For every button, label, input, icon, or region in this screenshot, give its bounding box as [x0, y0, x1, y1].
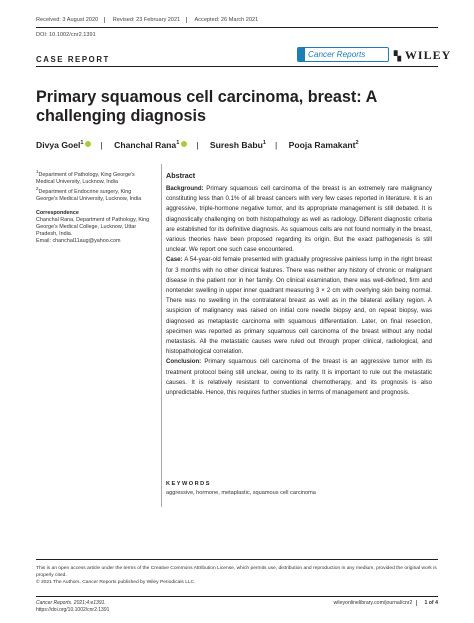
affiliation: $^2$Department of Endocrine surgery, King George's Medical University, Lucknow, India [36, 186, 142, 202]
journal-badge-stripe [298, 48, 305, 61]
author-name[interactable]: Suresh Babu [209, 140, 263, 150]
copyright-line: © 2021 The Authors. Cancer Reports published by Wiley Periodicals LLC. [36, 580, 196, 585]
citation-line: Cancer Reports. 2021;4:e1391. [36, 600, 106, 606]
correspondence-heading: Correspondence [36, 210, 79, 216]
publisher-logo: ▚ WILEY [394, 48, 452, 62]
author-sup: 2 [355, 140, 359, 147]
keywords-heading: KEYWORDS [166, 481, 211, 487]
abstract-background: Background: Primary squamous cell carcinoma of the breast is an extremely rare malignancy constituting less than 0.1% of all breast cancers with very few cases reported in literature. It is an aggressive, triple-hormone negative tumor, and its appropriate management is still debated. It is diagnostically challenging on both histopathology as well as radiology. Different diagnostic criteria are established for its definitive diagnosis. As squamous cells are not found normally in the breast, various theories have been proposed regarding its origin. But the exact pathogenesis is still unclear. We report one such case encountered. [166, 185, 432, 254]
license-text [36, 565, 441, 586]
author-name[interactable]: Chanchal Rana [114, 140, 177, 150]
header-rule [36, 27, 438, 28]
doi-line[interactable]: DOI: 10.1002/cnr2.1391 [36, 32, 96, 38]
author-list [36, 140, 359, 150]
affiliation: $^1$Department of Pathology, King George's Medical University, Lucknow, India [36, 169, 135, 185]
orcid-icon[interactable] [85, 141, 91, 147]
journal-url[interactable]: wileyonlinelibrary.com/journal/cnr2 [333, 600, 413, 606]
author-separator: | [274, 140, 278, 150]
wiley-mark-icon: ▚ [394, 51, 402, 61]
orcid-icon[interactable] [181, 141, 187, 147]
article-title: Primary squamous cell carcinoma, breast: A challenging diagnosis [36, 88, 377, 125]
abstract-body [166, 184, 432, 398]
author-sup: 1 [262, 140, 266, 147]
page-number: 1 of 4 [424, 600, 438, 606]
correspondence-email[interactable]: Email: chanchal11aug@yahoo.com [36, 238, 121, 244]
journal-name: Cancer Reports [308, 50, 366, 59]
abstract-heading: Abstract [166, 171, 196, 180]
author-separator: | [196, 140, 199, 150]
keywords-text: aggressive, hormone, metaplastic, squamous cell carcinoma [166, 490, 316, 496]
footer-citation [36, 600, 109, 614]
revised-date: Revised: 23 February 2021 [112, 17, 181, 23]
abstract-case: Case: A 54-year-old female presented with gradually progressive painless lump in the right breast for 3 months with no other clinical features. There was neither any history of chronic or malignant disease in the patient nor in her family. On clinical examination, there was well-defined, firm and nontender swelling in upper inner quadrant measuring 3 × 2 cm with overlying skin being normal. There was no swelling in the contralateral breast as well as in the bilateral axillary region. A suspicion of malignancy was raised on initial core needle biopsy and, on repeat biopsy, was diagnosed as metaplastic carcinoma with squamous differentiation. Later, on final resection, specimen was reported as primary squamous cell carcinoma of the breast without any nodal metastasis. All the metastatic causes were ruled out through proper clinical, radiological, and histopathological correlation. [166, 256, 432, 356]
footer-rule [36, 596, 438, 597]
author-name[interactable]: Pooja Ramakant [288, 140, 356, 150]
article-type: CASE REPORT [36, 55, 110, 64]
author-sup: 1 [176, 140, 180, 147]
accepted-date: Accepted: 26 March 2021 [194, 17, 259, 23]
masthead-rule [36, 66, 438, 67]
received-date: Received: 3 August 2020 [36, 17, 99, 23]
journal-badge[interactable] [297, 47, 389, 62]
author-separator: | [100, 140, 103, 150]
correspondence-text: Chanchal Rana, Department of Pathology, King George's Medical College, Lucknow, Uttar Pradesh, India. [36, 217, 150, 237]
license-line: This is an open access article under the terms of the Creative Commons Attribution License, which permits use, distribution and reproduction in any medium, provided the original work is properly cited. [36, 566, 437, 578]
article-dates [36, 17, 438, 23]
footer-right [300, 600, 438, 606]
author-sup: 1 [80, 140, 84, 147]
license-rule [36, 559, 438, 560]
author-name[interactable]: Divya Goel [36, 140, 81, 150]
correspondence [36, 210, 154, 245]
abstract-conclusion: Conclusion: Primary squamous cell carcinoma of the breast is an aggressive tumor with its treatment protocol being still unclear, owing to its rarity. It is important to rule out the metastatic causes. It is relatively resistant to conventional chemotherapy, and its prognosis is also unpredictable. Hence, this requires further studies in terms of management and prognosis. [166, 358, 432, 397]
doi-link[interactable]: https://doi.org/10.1002/cnr2.1391 [36, 607, 110, 613]
